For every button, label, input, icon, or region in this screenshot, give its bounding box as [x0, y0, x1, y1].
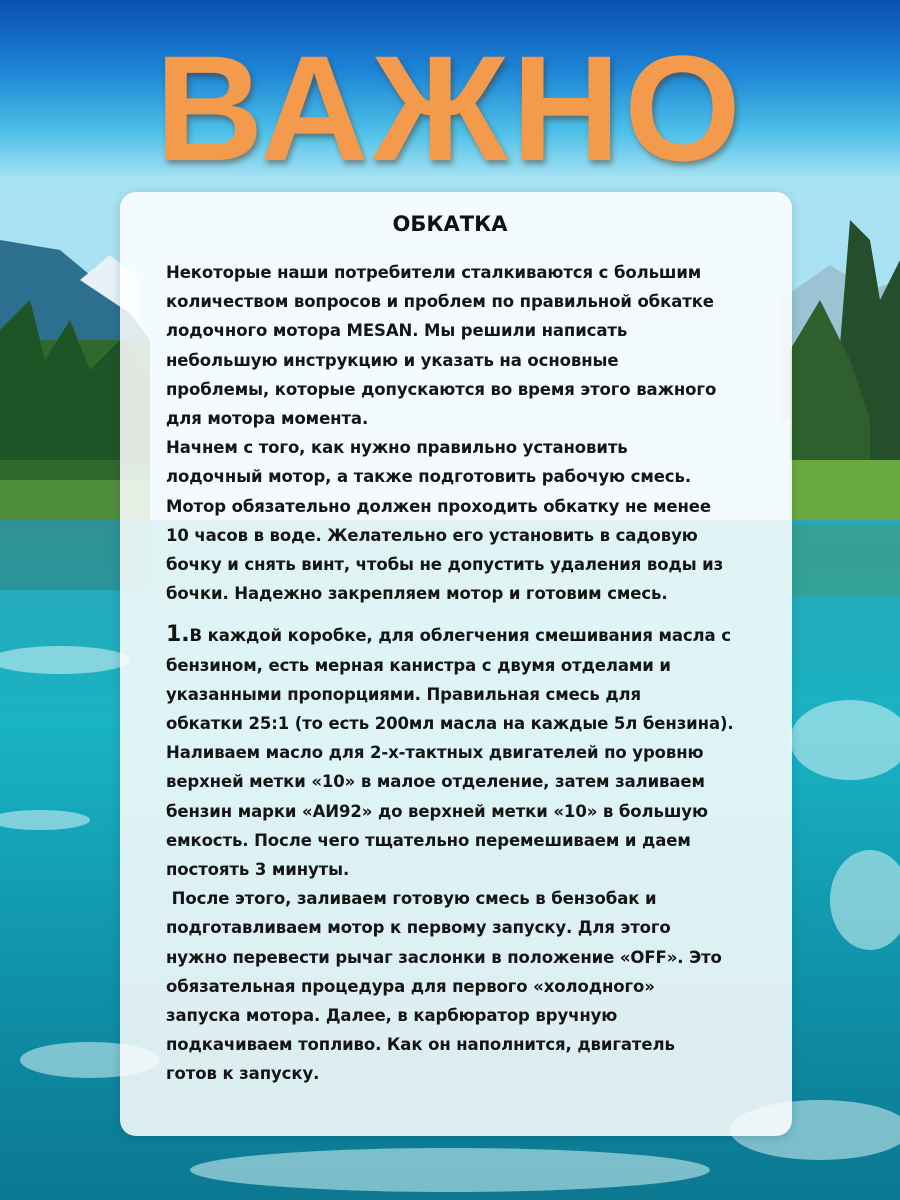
body-line: Некоторые наши потребители сталкиваются с большим: [166, 263, 702, 282]
body-line: готов к запуску.: [166, 1064, 320, 1084]
body-line: постоять 3 минуты.: [166, 860, 350, 880]
body-line: бензин марки «АИ92» до верхней метки «10» в большую: [166, 801, 708, 821]
body-line: небольшую инструкцию и указать на основные: [166, 350, 619, 370]
body-line: Мотор обязательно должен проходить обкатку не менее: [166, 496, 711, 516]
body-line: верхней метки «10» в малое отделение, затем заливаем: [166, 772, 705, 792]
body-line: бочку и снять винт, чтобы не допустить удаления воды из: [166, 555, 724, 575]
body-line: емкость. После чего тщательно перемешиваем и даем: [166, 830, 691, 850]
headline-important: ВАЖНО: [155, 24, 745, 192]
step-number: 1.: [166, 622, 190, 648]
body-line: Наливаем масло для 2-х-тактных двигателей по уровню: [166, 743, 704, 763]
body-line: запуска мотора. Далее, в карбюратор вручную: [166, 1006, 618, 1026]
body-line: для мотора момента.: [166, 409, 369, 429]
body-line: обкатки 25:1 (то есть 200мл масла на каждые 5л бензина).: [166, 714, 734, 734]
body-line: нужно перевести рычаг заслонки в положение «OFF». Это: [166, 947, 722, 967]
body-line: бензином, есть мерная канистра с двумя отделами и: [166, 655, 671, 675]
body-line: подготавливаем мотор к первому запуску. Для этого: [166, 918, 671, 938]
body-line: 10 часов в воде. Желательно его установить в садовую: [166, 525, 698, 545]
body-line: бочки. Надежно закрепляем мотор и готовим смесь.: [166, 584, 668, 604]
card-body: [166, 258, 766, 1089]
body-line: указанными пропорциями. Правильная смесь для: [166, 684, 642, 704]
body-line: Начнем с того, как нужно правильно установить: [166, 438, 628, 458]
body-line: лодочного мотора MESAN. Мы решили написать: [166, 321, 628, 341]
body-line: лодочный мотор, а также подготовить рабочую смесь.: [166, 467, 691, 487]
card-title: ОБКАТКА: [392, 212, 508, 236]
body-line: количеством вопросов и проблем по правильной обкатке: [166, 292, 714, 312]
body-line: В каждой коробке, для облегчения смешивания масла с: [189, 626, 731, 646]
body-line: обязательная процедура для первого «холодного»: [166, 976, 655, 996]
step-first-line: [166, 620, 766, 650]
body-line: подкачиваем топливо. Как он наполнится, двигатель: [166, 1035, 675, 1055]
body-line: После этого, заливаем готовую смесь в бензобак и: [166, 889, 657, 909]
body-line: проблемы, которые допускаются во время этого важного: [166, 379, 717, 399]
